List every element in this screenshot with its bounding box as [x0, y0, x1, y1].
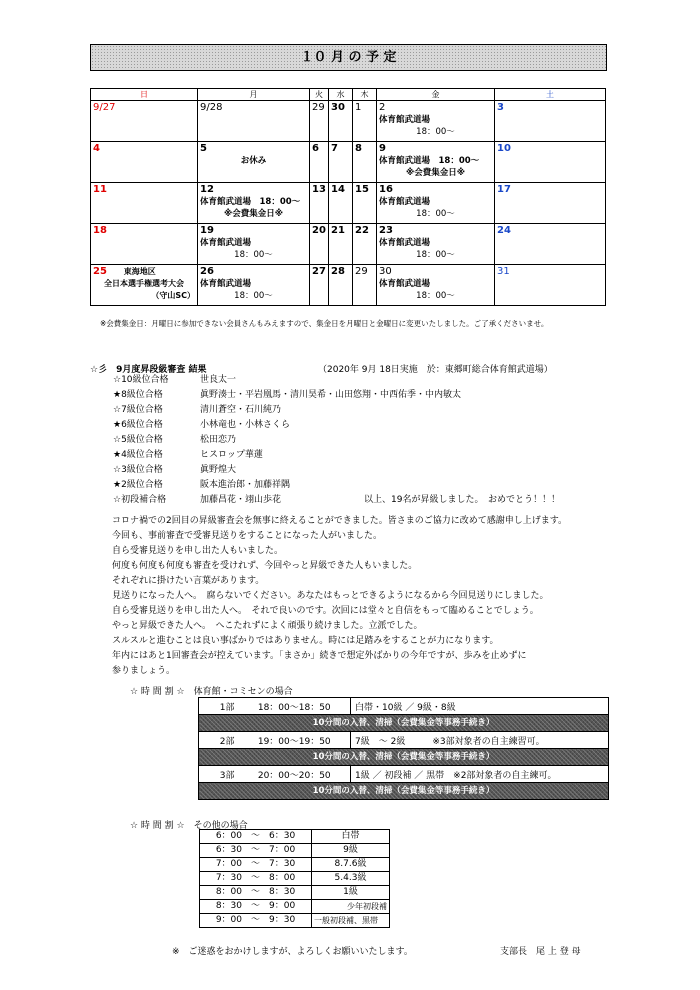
timetable-row [200, 830, 390, 844]
calendar-week [91, 224, 606, 265]
calendar-table [90, 88, 606, 306]
timetable-bar-row [199, 749, 609, 766]
date-number: 10 [497, 143, 511, 154]
date-number: 13 [312, 184, 326, 195]
date-number: 24 [497, 225, 511, 236]
slot-time: 8：00 ～ 8：30 [200, 886, 312, 900]
passed-names: 阪本進治郎・加藤祥隅 [200, 480, 291, 490]
slot-time: 6：30 ～ 7：00 [200, 844, 312, 858]
calendar-cell [377, 224, 495, 265]
message-line: やっと昇級できた人へ。 へこたれずによく頑張り続けました。立派でした。 [112, 621, 423, 631]
date-number: 21 [331, 225, 345, 236]
slot-description: 5.4.3級 [312, 872, 390, 886]
timetable-row [200, 900, 390, 914]
calendar-week [91, 101, 606, 142]
slot-description: 1級 [312, 886, 390, 900]
header-monday: 月 [198, 89, 310, 101]
date-number: 9/27 [93, 102, 116, 113]
header-tuesday: 火 [310, 89, 329, 101]
results-date-place: （2020年 9月 18日実施 於：東郷町総合体育館武道場） [318, 365, 553, 375]
calendar-week [91, 265, 606, 306]
results-tally: 以上、19名が昇級しました。 おめでとう！！！ [364, 495, 560, 505]
calendar-cell [198, 224, 310, 265]
calendar-cell [198, 183, 310, 224]
calendar-cell [353, 142, 377, 183]
calendar-cell [91, 183, 198, 224]
event-time: 18：00～ [416, 250, 455, 260]
calendar-week [91, 142, 606, 183]
calendar-cell [495, 142, 606, 183]
part-time: 18：00～18：50 [239, 698, 351, 715]
rank-label: ☆7級位合格 [113, 405, 163, 415]
date-number: 29 [355, 266, 368, 277]
message-line: 何度も何度も何度も審査を受けれず、今回やっと昇級できた人もいました。 [112, 561, 418, 571]
timetable-row [199, 698, 609, 715]
event-label: 体育館武道場 [379, 279, 431, 289]
part-description: 白帯・10級 ／ 9級・8級 [351, 698, 609, 715]
calendar-week [91, 183, 606, 224]
calendar-cell [91, 224, 198, 265]
event-time: 18：00～ [416, 291, 455, 301]
date-number: 23 [379, 225, 393, 236]
timetable2-heading: ☆ 時 間 割 ☆ その他の場合 [130, 821, 248, 831]
passed-names: 世良太一 [200, 375, 237, 385]
date-number: 27 [312, 266, 326, 277]
calendar-cell [198, 101, 310, 142]
message-line: 今回も、事前審査で受審見送りをすることになった人がいました。 [112, 531, 383, 541]
calendar-cell [198, 265, 310, 306]
date-number: 15 [355, 184, 369, 195]
calendar-note: ※会費集金日：月曜日に参加できない会員さんもみえますので、集金日を月曜日と金曜日に変更いたしました。ご了承くださいませ。 [100, 319, 549, 328]
event-time: 18：00～ [234, 250, 273, 260]
timetable-row [199, 732, 609, 749]
slot-time: 9：00 ～ 9：30 [200, 914, 312, 928]
rank-label: ☆10級位合格 [113, 375, 169, 385]
part-time: 20：00～20：50 [239, 766, 351, 783]
slot-time: 8：30 ～ 9：00 [200, 900, 312, 914]
calendar-cell [377, 142, 495, 183]
message-line: コロナ禍での2回目の昇級審査会を無事に終えることができました。皆さまのご協力に改めて感謝申し上げます。 [112, 516, 568, 526]
date-number: 9/28 [200, 102, 223, 113]
date-number: 26 [200, 266, 214, 277]
message-line: 参りましょう。 [112, 666, 176, 676]
part-label: 2部 [199, 732, 239, 749]
rank-label: ★6級位合格 [113, 420, 163, 430]
calendar-cell [377, 101, 495, 142]
date-number: 8 [355, 143, 362, 154]
message-line: スルスルと進むことは良い事ばかりではありません。時には足踏みをすることが力になります。 [112, 636, 499, 646]
rank-label: ☆5級位合格 [113, 435, 163, 445]
message-line: 見送りになった人へ。 腐らないでください。あなたはもっとできるようになるから今回見送りにしました。 [112, 591, 549, 601]
calendar-cell [329, 142, 353, 183]
timetable-row [200, 914, 390, 928]
results-heading: ☆彡 9月度昇段級審査 結果 [90, 365, 207, 375]
calendar-cell [353, 183, 377, 224]
date-number: 31 [497, 266, 510, 277]
timetable2-table [199, 829, 390, 928]
part-label: 1部 [199, 698, 239, 715]
timetable1-table [198, 697, 609, 800]
calendar-cell [310, 224, 329, 265]
date-number: 18 [93, 225, 107, 236]
date-number: 25 [93, 266, 107, 277]
part-time: 19：00～19：50 [239, 732, 351, 749]
calendar-cell [91, 142, 198, 183]
message-line: 年内にはあと1回審査会が控えています。「まさか」続きで想定外ばかりの今年ですが、歩みを止めずに [112, 651, 527, 661]
header-friday: 金 [377, 89, 495, 101]
date-number: 16 [379, 184, 393, 195]
calendar-cell [377, 183, 495, 224]
passed-names: 松田恋乃 [200, 435, 237, 445]
date-number: 1 [355, 102, 362, 113]
slot-time: 7：30 ～ 8：00 [200, 872, 312, 886]
passed-names: 清川蒼空・石川純乃 [200, 405, 282, 415]
timetable-row [200, 844, 390, 858]
header-sunday: 日 [91, 89, 198, 101]
message-line: 自ら受審見送りを申し出た人もいました。 [112, 546, 284, 556]
calendar-cell [91, 265, 198, 306]
footer-signature: 支部長 尾 上 登 母 [500, 947, 581, 957]
slot-time: 7：00 ～ 7：30 [200, 858, 312, 872]
rank-label: ☆3級位合格 [113, 465, 163, 475]
changeover-bar: 10分間の入替、清掃（会費集金等事務手続き） [199, 783, 609, 800]
rank-label: ★4級位合格 [113, 450, 163, 460]
calendar-cell [377, 265, 495, 306]
changeover-bar: 10分間の入替、清掃（会費集金等事務手続き） [199, 749, 609, 766]
date-number: 4 [93, 143, 100, 154]
timetable-row [199, 766, 609, 783]
timetable-row [200, 872, 390, 886]
calendar-cell [353, 265, 377, 306]
rank-label: ★8級位合格 [113, 390, 163, 400]
timetable-row [200, 858, 390, 872]
passed-names: ヒスロップ華蓮 [200, 450, 263, 460]
part-description: 1級 ／ 初段補 ／ 黒帯 ※2部対象者の自主練可。 [351, 766, 609, 783]
event-note: ※会費集金日※ [223, 209, 284, 219]
event-label: 東海地区 [123, 267, 156, 276]
event-label: 体育館武道場 [379, 197, 431, 207]
slot-description: 8.7.6級 [312, 858, 390, 872]
footer-note: ※ ご迷惑をおかけしますが、よろしくお願いいたします。 [172, 947, 413, 957]
calendar-cell [91, 101, 198, 142]
passed-names: 加藤昌花・翊山歩花 [200, 495, 282, 505]
date-number: 3 [497, 102, 504, 113]
date-number: 14 [331, 184, 345, 195]
passed-names: 眞野湊士・平岩凰馬・清川昊希・山田悠翔・中西佑季・中内敏太 [200, 390, 462, 400]
date-number: 20 [312, 225, 326, 236]
calendar-cell [329, 183, 353, 224]
part-description: 7級 ～ 2級 ※3部対象者の自主練習可。 [351, 732, 609, 749]
event-label: 体育館武道場 [379, 238, 431, 248]
event-label: 全日本選手権選考大会 [104, 279, 184, 288]
date-number: 30 [379, 266, 392, 277]
message-line: 自ら受審見送りを申し出た人へ。 それで良いのです。次回には堂々と自信をもって臨めることでしょう。 [112, 606, 539, 616]
page-title: １０ 月 の 予 定 [90, 44, 607, 71]
date-number: 9 [379, 143, 386, 154]
event-label: 体育館武道場 [379, 115, 431, 125]
slot-description: 一般初段補、黒帯 [312, 914, 390, 928]
date-number: 30 [331, 102, 345, 113]
calendar-cell [310, 142, 329, 183]
header-saturday: 土 [495, 89, 606, 101]
header-thursday: 木 [353, 89, 377, 101]
timetable-row [200, 886, 390, 900]
date-number: 22 [355, 225, 369, 236]
calendar-cell [353, 224, 377, 265]
date-number: 2 [379, 102, 386, 113]
event-label: 体育館武道場 [200, 279, 252, 289]
timetable-bar-row [199, 783, 609, 800]
event-time: 18：00～ [416, 209, 455, 219]
date-number: 29 [312, 102, 325, 113]
slot-time: 6：00 ～ 6：30 [200, 830, 312, 844]
event-label: お休み [240, 156, 267, 166]
calendar-cell [495, 265, 606, 306]
calendar-header-row [91, 89, 606, 101]
message-line: それぞれに掛けたい言葉があります。 [112, 576, 265, 586]
date-number: 5 [200, 143, 207, 154]
date-number: 12 [200, 184, 214, 195]
calendar-cell [310, 265, 329, 306]
timetable-bar-row [199, 715, 609, 732]
passed-names: 眞野煌大 [200, 465, 237, 475]
calendar-cell [495, 183, 606, 224]
date-number: 6 [312, 143, 319, 154]
part-label: 3部 [199, 766, 239, 783]
event-label: 体育館武道場 [200, 238, 252, 248]
header-wednesday: 水 [329, 89, 353, 101]
calendar-cell [198, 142, 310, 183]
date-number: 17 [497, 184, 511, 195]
date-number: 7 [331, 143, 338, 154]
event-label: 体育館武道場 18：00～ [200, 197, 301, 207]
slot-description: 白帯 [312, 830, 390, 844]
calendar-cell [329, 224, 353, 265]
calendar-cell [329, 101, 353, 142]
slot-description: 9級 [312, 844, 390, 858]
rank-label: ★2級位合格 [113, 480, 163, 490]
calendar-cell [310, 183, 329, 224]
calendar-cell [310, 101, 329, 142]
changeover-bar: 10分間の入替、清掃（会費集金等事務手続き） [199, 715, 609, 732]
calendar-cell [353, 101, 377, 142]
calendar-cell [495, 224, 606, 265]
event-label: （守山SC） [151, 291, 195, 300]
passed-names: 小林竜也・小林さくら [200, 420, 291, 430]
timetable1-heading: ☆ 時 間 割 ☆ 体育館・コミセンの場合 [130, 687, 293, 697]
date-number: 28 [331, 266, 345, 277]
event-time: 18：00～ [416, 127, 455, 137]
event-note: ※会費集金日※ [405, 168, 466, 178]
event-time: 18：00～ [234, 291, 273, 301]
rank-label: ☆初段補合格 [113, 495, 167, 505]
calendar-cell [329, 265, 353, 306]
slot-description: 少年初段補 [312, 900, 390, 914]
date-number: 11 [93, 184, 107, 195]
calendar-cell [495, 101, 606, 142]
date-number: 19 [200, 225, 214, 236]
event-label: 体育館武道場 18：00～ [379, 156, 480, 166]
